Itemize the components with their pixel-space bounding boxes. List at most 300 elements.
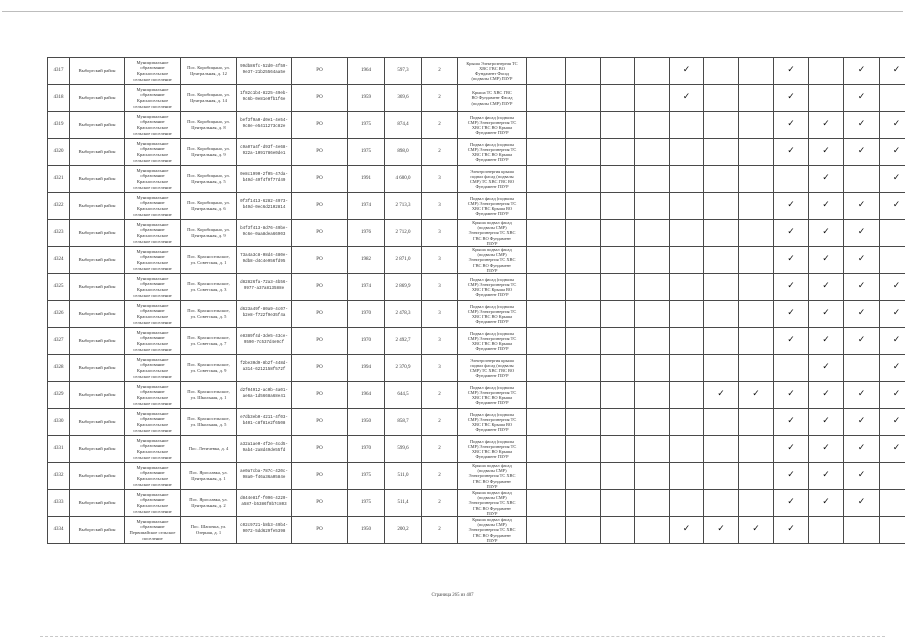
check-mark-cell: ✓	[844, 274, 880, 301]
ownership-type-cell: РО	[292, 112, 348, 139]
empty-check-cell	[527, 166, 566, 193]
empty-check-cell	[635, 193, 670, 220]
check-mark-cell: ✓	[809, 166, 844, 193]
empty-check-cell	[601, 382, 635, 409]
house-id-cell: b4f3f413-8d76-49be- 9c6e-0aa8dea66903	[237, 220, 292, 247]
municipality-cell: Муниципальное образование Красносельское сельское поселение	[125, 328, 181, 355]
empty-check-cell	[635, 463, 670, 490]
check-mark-cell: ✓	[774, 58, 809, 85]
municipality-cell: Муниципальное образование Красносельское сельское поселение	[125, 247, 181, 274]
check-mark-cell: ✓	[880, 139, 905, 166]
floors-cell: 2	[422, 382, 458, 409]
empty-check-cell	[601, 193, 635, 220]
check-mark-cell: ✓	[809, 436, 844, 463]
page-top-rule	[2, 11, 903, 12]
municipality-cell: Муниципальное образование Красносельское сельское поселение	[125, 301, 181, 328]
check-mark-cell: ✓	[809, 355, 844, 382]
area-cell: 2 869,9	[385, 274, 422, 301]
table-row	[48, 112, 905, 139]
build-year-cell: 1975	[348, 139, 385, 166]
empty-check-cell	[739, 166, 774, 193]
build-year-cell: 1974	[348, 274, 385, 301]
empty-check-cell	[670, 112, 704, 139]
empty-check-cell	[704, 112, 739, 139]
district-cell: Выборгский район	[70, 85, 125, 112]
empty-check-cell	[670, 139, 704, 166]
row-number-cell: 4322	[48, 193, 70, 220]
house-id-cell: e8389f4d-3de5-43ce- 9590-7c537d4e9cf	[237, 328, 292, 355]
check-mark-cell: ✓	[774, 220, 809, 247]
municipality-cell: Муниципальное образование Красносельское сельское поселение	[125, 382, 181, 409]
empty-check-cell	[704, 220, 739, 247]
house-id-cell: 0e8c1990-2f05-47da- b49d-49f4f9f77d49	[237, 166, 292, 193]
empty-check-cell	[527, 517, 566, 544]
check-mark-cell: ✓	[880, 355, 905, 382]
house-id-cell: ae0a7cba-787c-420c- 98a0-f46a36a0584e	[237, 463, 292, 490]
empty-check-cell	[566, 463, 601, 490]
empty-check-cell	[704, 139, 739, 166]
table-row	[48, 301, 905, 328]
check-mark-cell: ✓	[774, 193, 809, 220]
district-cell: Выборгский район	[70, 517, 125, 544]
work-types-cell: Крыша ТС ХВС ГВС ВО Фундамент Фасад (подвалы СМР) ПЗУР	[458, 85, 527, 112]
check-mark-cell: ✓	[774, 274, 809, 301]
house-id-cell: bef3f9a0-d0e1-4e54- 9c8e-e5411273c82e	[237, 112, 292, 139]
house-id-cell: f2be30d9-8b2f-448d- a314-6212158f572f	[237, 355, 292, 382]
empty-check-cell	[527, 247, 566, 274]
address-cell: Пос. Ярославка, ул. Центральная, д. 1	[181, 463, 237, 490]
table-row	[48, 247, 905, 274]
empty-check-cell	[601, 355, 635, 382]
house-id-cell: e7db3eb0-4211-4f03- b401-c8f81e2f6508	[237, 409, 292, 436]
empty-check-cell	[670, 193, 704, 220]
ownership-type-cell: РО	[292, 58, 348, 85]
row-number-cell: 4324	[48, 247, 70, 274]
floors-cell: 2	[422, 436, 458, 463]
empty-check-cell	[635, 490, 670, 517]
empty-check-cell	[527, 112, 566, 139]
address-cell: Пос. Красносельское, ул. Школьная, д. 1	[181, 382, 237, 409]
empty-check-cell	[670, 355, 704, 382]
floors-cell: 2	[422, 85, 458, 112]
empty-check-cell	[635, 85, 670, 112]
district-cell: Выборгский район	[70, 112, 125, 139]
empty-check-cell	[601, 139, 635, 166]
row-number-cell: 4326	[48, 301, 70, 328]
empty-check-cell	[566, 274, 601, 301]
check-mark-cell: ✓	[809, 139, 844, 166]
floors-cell: 2	[422, 463, 458, 490]
check-mark-cell: ✓	[704, 517, 739, 544]
floors-cell: 3	[422, 301, 458, 328]
empty-check-cell	[601, 247, 635, 274]
district-cell: Выборгский район	[70, 382, 125, 409]
district-cell: Выборгский район	[70, 436, 125, 463]
district-cell: Выборгский район	[70, 490, 125, 517]
address-cell: Пос. Коробицыно, ул. Центральная, д. 12	[181, 58, 237, 85]
empty-check-cell	[566, 328, 601, 355]
empty-check-cell	[601, 58, 635, 85]
check-mark-cell: ✓	[844, 58, 880, 85]
check-mark-cell: ✓	[670, 517, 704, 544]
check-mark-cell: ✓	[739, 382, 774, 409]
empty-check-cell	[774, 166, 809, 193]
row-number-cell: 4334	[48, 517, 70, 544]
empty-check-cell	[809, 517, 844, 544]
empty-check-cell	[880, 220, 905, 247]
empty-check-cell	[809, 85, 844, 112]
build-year-cell: 1991	[348, 166, 385, 193]
build-year-cell: 1982	[348, 247, 385, 274]
work-types-cell: Крыша подвал фасад (подвалы СМР) Электроэнергия ТС ХВС ГВС ВО Фундамент ПЗУР	[458, 517, 527, 544]
row-number-cell: 4321	[48, 166, 70, 193]
ownership-type-cell: РО	[292, 463, 348, 490]
work-types-cell: Подвал фасад (подвалы СМР) Электроэнергия ТС ХВС ГВС ВО Крыша Фундамент ПЗУР	[458, 436, 527, 463]
row-number-cell: 4329	[48, 382, 70, 409]
check-mark-cell: ✓	[774, 517, 809, 544]
empty-check-cell	[844, 517, 880, 544]
district-cell: Выборгский район	[70, 328, 125, 355]
area-cell: 599,6	[385, 436, 422, 463]
empty-check-cell	[704, 193, 739, 220]
municipality-cell: Муниципальное образование Красносельское сельское поселение	[125, 112, 181, 139]
empty-check-cell	[739, 490, 774, 517]
house-id-cell: 0f3f1413-6282-4973- b49d-0ec6d2102814	[237, 193, 292, 220]
empty-check-cell	[704, 355, 739, 382]
empty-check-cell	[880, 85, 905, 112]
area-cell: 2 871,0	[385, 247, 422, 274]
row-number-cell: 4323	[48, 220, 70, 247]
table-row	[48, 85, 905, 112]
build-year-cell: 1976	[348, 220, 385, 247]
empty-check-cell	[566, 139, 601, 166]
municipality-cell: Муниципальное образование Красносельское сельское поселение	[125, 58, 181, 85]
district-cell: Выборгский район	[70, 220, 125, 247]
address-cell: Пос. Красносельское, ул. Школьная, д. 5	[181, 409, 237, 436]
check-mark-cell: ✓	[844, 490, 880, 517]
table-row	[48, 490, 905, 517]
table-row	[48, 328, 905, 355]
empty-check-cell	[880, 490, 905, 517]
empty-check-cell	[670, 274, 704, 301]
check-mark-cell: ✓	[809, 247, 844, 274]
house-id-cell: a32a1ae0-4f2e-4cd5- 9ab4-2a8d49de55fd	[237, 436, 292, 463]
empty-check-cell	[670, 220, 704, 247]
check-mark-cell: ✓	[704, 382, 739, 409]
row-number-cell: 4317	[48, 58, 70, 85]
empty-check-cell	[566, 490, 601, 517]
ownership-type-cell: РО	[292, 328, 348, 355]
district-cell: Выборгский район	[70, 247, 125, 274]
empty-check-cell	[601, 490, 635, 517]
floors-cell: 3	[422, 274, 458, 301]
empty-check-cell	[739, 220, 774, 247]
table-row	[48, 382, 905, 409]
table-body	[48, 58, 905, 544]
empty-check-cell	[635, 58, 670, 85]
check-mark-cell: ✓	[739, 517, 774, 544]
district-cell: Выборгский район	[70, 355, 125, 382]
municipality-cell: Муниципальное образование Красносельское сельское поселение	[125, 490, 181, 517]
check-mark-cell: ✓	[774, 490, 809, 517]
empty-check-cell	[601, 328, 635, 355]
check-mark-cell: ✓	[774, 382, 809, 409]
empty-check-cell	[635, 436, 670, 463]
check-mark-cell: ✓	[774, 436, 809, 463]
address-cell: Пос. Коробицыно, ул. Центральная, д. 14	[181, 85, 237, 112]
check-mark-cell: ✓	[809, 463, 844, 490]
ownership-type-cell: РО	[292, 166, 348, 193]
empty-check-cell	[739, 301, 774, 328]
empty-check-cell	[739, 409, 774, 436]
table-row	[48, 463, 905, 490]
check-mark-cell: ✓	[880, 58, 905, 85]
house-id-cell: c9a07a4f-d93f-4e68- 922a-1091786e0de1	[237, 139, 292, 166]
work-types-cell: Подвал фасад (подвалы СМР) Электроэнергия ТС ХВС ГВС ВО Крыша Фундамент ПЗУР	[458, 328, 527, 355]
area-cell: 2 713,3	[385, 193, 422, 220]
address-cell: Пос. Коробицыно, ул. Центральная, д. 9	[181, 139, 237, 166]
build-year-cell: 1970	[348, 328, 385, 355]
empty-check-cell	[527, 220, 566, 247]
house-id-cell: d2f04912-ac0b-4a01- ae6a-1d5668a68e41	[237, 382, 292, 409]
empty-check-cell	[566, 220, 601, 247]
empty-check-cell	[704, 58, 739, 85]
work-types-cell: Подвал фасад (подвалы СМР) Электроэнергия ТС ХВС ГВС Крыша ВО Фундамент ПЗУР	[458, 274, 527, 301]
empty-check-cell	[670, 247, 704, 274]
ownership-type-cell: РО	[292, 247, 348, 274]
check-mark-cell: ✓	[844, 193, 880, 220]
empty-check-cell	[739, 463, 774, 490]
empty-check-cell	[527, 193, 566, 220]
ownership-type-cell: РО	[292, 382, 348, 409]
empty-check-cell	[635, 409, 670, 436]
district-cell: Выборгский район	[70, 463, 125, 490]
empty-check-cell	[566, 112, 601, 139]
empty-check-cell	[527, 85, 566, 112]
check-mark-cell: ✓	[844, 112, 880, 139]
area-cell: 511,4	[385, 490, 422, 517]
empty-check-cell	[844, 166, 880, 193]
floors-cell: 3	[422, 355, 458, 382]
check-mark-cell: ✓	[880, 382, 905, 409]
check-mark-cell: ✓	[844, 85, 880, 112]
area-cell: 2 370,9	[385, 355, 422, 382]
empty-check-cell	[527, 328, 566, 355]
empty-check-cell	[566, 166, 601, 193]
district-cell: Выборгский район	[70, 301, 125, 328]
check-mark-cell: ✓	[774, 409, 809, 436]
check-mark-cell: ✓	[880, 112, 905, 139]
row-number-cell: 4333	[48, 490, 70, 517]
empty-check-cell	[670, 463, 704, 490]
row-number-cell: 4327	[48, 328, 70, 355]
area-cell: 898,0	[385, 139, 422, 166]
check-mark-cell: ✓	[809, 112, 844, 139]
check-mark-cell: ✓	[774, 463, 809, 490]
ownership-type-cell: РО	[292, 85, 348, 112]
empty-check-cell	[739, 436, 774, 463]
empty-check-cell	[566, 85, 601, 112]
table-row	[48, 436, 905, 463]
empty-check-cell	[739, 274, 774, 301]
check-mark-cell: ✓	[844, 463, 880, 490]
empty-check-cell	[704, 490, 739, 517]
municipality-cell: Муниципальное образование Красносельское сельское поселение	[125, 409, 181, 436]
row-number-cell: 4328	[48, 355, 70, 382]
ownership-type-cell: РО	[292, 274, 348, 301]
check-mark-cell: ✓	[670, 85, 704, 112]
build-year-cell: 1950	[348, 409, 385, 436]
empty-check-cell	[566, 436, 601, 463]
check-mark-cell: ✓	[844, 139, 880, 166]
empty-check-cell	[774, 355, 809, 382]
check-mark-cell: ✓	[809, 409, 844, 436]
district-cell: Выборгский район	[70, 193, 125, 220]
empty-check-cell	[527, 301, 566, 328]
work-types-cell: Подвал фасад (подвалы СМР) Электроэнергия ТС ХВС ГВС ВО Крыша Фундамент ПЗУР	[458, 139, 527, 166]
empty-check-cell	[704, 301, 739, 328]
district-cell: Выборгский район	[70, 409, 125, 436]
empty-check-cell	[635, 328, 670, 355]
housing-register-table	[47, 57, 905, 544]
address-cell: Пос. Коробицыно, ул. Центральная, д. 5	[181, 166, 237, 193]
row-number-cell: 4331	[48, 436, 70, 463]
check-mark-cell: ✓	[809, 490, 844, 517]
empty-check-cell	[670, 166, 704, 193]
empty-check-cell	[635, 220, 670, 247]
check-mark-cell: ✓	[844, 436, 880, 463]
address-cell: Пос. Красносельское, ул. Советская, д. 9	[181, 355, 237, 382]
build-year-cell: 1975	[348, 463, 385, 490]
house-id-cell: 99db86fc-52d0-4f59- 9e37-21b25564aa5e	[237, 58, 292, 85]
check-mark-cell: ✓	[774, 328, 809, 355]
area-cell: 2 712,0	[385, 220, 422, 247]
district-cell: Выборгский район	[70, 166, 125, 193]
area-cell: 4 600,0	[385, 166, 422, 193]
empty-check-cell	[704, 85, 739, 112]
work-types-cell: Электроэнергия крыша подвал фасад (подвалы СМР) ТС ХВС ГВС ВО Фундамент ПЗУР	[458, 166, 527, 193]
ownership-type-cell: РО	[292, 139, 348, 166]
empty-check-cell	[635, 355, 670, 382]
check-mark-cell: ✓	[844, 247, 880, 274]
empty-check-cell	[670, 328, 704, 355]
address-cell: Пос. Ярославка, ул. Центральная, д. 2	[181, 490, 237, 517]
floors-cell: 2	[422, 490, 458, 517]
empty-check-cell	[601, 517, 635, 544]
empty-check-cell	[704, 463, 739, 490]
house-id-cell: 1f82c1b4-8225-49eb- 9c6b-0e81e0fb1f6e	[237, 85, 292, 112]
work-types-cell: Крыша подвал фасад (подвалы СМР) Электроэнергия ТС ХВС ГВС ВО Фундамент ПЗУР	[458, 247, 527, 274]
table-row	[48, 193, 905, 220]
address-cell: Пос. Красносельское, ул. Советская, д. 3	[181, 274, 237, 301]
ownership-type-cell: РО	[292, 193, 348, 220]
empty-check-cell	[670, 490, 704, 517]
table-row	[48, 409, 905, 436]
empty-check-cell	[527, 490, 566, 517]
check-mark-cell: ✓	[844, 382, 880, 409]
address-cell: Пос. Красносельское, ул. Советская, д. 5	[181, 301, 237, 328]
house-id-cell: d82826fa-72a3-4b56- 9977-a37a813588e	[237, 274, 292, 301]
municipality-cell: Муниципальное образование Красносельское сельское поселение	[125, 436, 181, 463]
area-cell: 858,7	[385, 409, 422, 436]
empty-check-cell	[566, 58, 601, 85]
floors-cell: 2	[422, 112, 458, 139]
empty-check-cell	[880, 463, 905, 490]
check-mark-cell: ✓	[880, 193, 905, 220]
table-row	[48, 355, 905, 382]
row-number-cell: 4320	[48, 139, 70, 166]
table-row	[48, 58, 905, 85]
build-year-cell: 1964	[348, 382, 385, 409]
check-mark-cell: ✓	[774, 139, 809, 166]
empty-check-cell	[527, 274, 566, 301]
empty-check-cell	[527, 139, 566, 166]
floors-cell: 3	[422, 166, 458, 193]
municipality-cell: Муниципальное образование Красносельское сельское поселение	[125, 85, 181, 112]
check-mark-cell: ✓	[774, 112, 809, 139]
ownership-type-cell: РО	[292, 355, 348, 382]
empty-check-cell	[566, 409, 601, 436]
empty-check-cell	[704, 247, 739, 274]
empty-check-cell	[635, 166, 670, 193]
empty-check-cell	[739, 58, 774, 85]
municipality-cell: Муниципальное образование Первомайское сельское поселение	[125, 517, 181, 544]
check-mark-cell: ✓	[880, 409, 905, 436]
empty-check-cell	[739, 328, 774, 355]
floors-cell: 2	[422, 517, 458, 544]
check-mark-cell: ✓	[809, 382, 844, 409]
work-types-cell: Электроэнергия крыша подвал фасад (подвалы СМР) ТС ХВС ГВС ВО Фундамент ПЗУР	[458, 355, 527, 382]
floors-cell: 2	[422, 58, 458, 85]
work-types-cell: Крыша подвал фасад (подвалы СМР) Электроэнергия ТС ХВС ГВС ВО Фундамент ПЗУР	[458, 220, 527, 247]
check-mark-cell: ✓	[844, 220, 880, 247]
empty-check-cell	[704, 328, 739, 355]
table-row	[48, 517, 905, 544]
build-year-cell: 1970	[348, 301, 385, 328]
check-mark-cell: ✓	[880, 274, 905, 301]
address-cell: Пос. Коробицыно, ул. Центральная, д. 6	[181, 193, 237, 220]
row-number-cell: 4332	[48, 463, 70, 490]
work-types-cell: Подвал фасад (подвалы СМР) Электроэнергия ТС ХВС ГВС Крыша ВО Фундамент ПЗУР	[458, 193, 527, 220]
table-row	[48, 139, 905, 166]
municipality-cell: Муниципальное образование Красносельское сельское поселение	[125, 193, 181, 220]
check-mark-cell: ✓	[809, 301, 844, 328]
empty-check-cell	[635, 112, 670, 139]
check-mark-cell: ✓	[774, 85, 809, 112]
work-types-cell: Подвал фасад (подвалы СМР) Электроэнергия ТС ХВС ГВС ВО Крыша Фундамент ПЗУР	[458, 382, 527, 409]
empty-check-cell	[670, 301, 704, 328]
house-id-cell: d623a49f-80a9-4c07- b2e8-f722f9e35f4a	[237, 301, 292, 328]
empty-check-cell	[527, 409, 566, 436]
work-types-cell: Крыша подвал фасад (подвалы СМР) Электроэнергия ТС ХВС ГВС ВО Фундамент ПЗУР	[458, 490, 527, 517]
build-year-cell: 1959	[348, 85, 385, 112]
address-cell: Пос. Коробицыно, ул. Центральная, д. 8	[181, 112, 237, 139]
municipality-cell: Муниципальное образование Красносельское сельское поселение	[125, 139, 181, 166]
check-mark-cell: ✓	[844, 301, 880, 328]
empty-check-cell	[566, 517, 601, 544]
empty-check-cell	[704, 436, 739, 463]
area-cell: 511,0	[385, 463, 422, 490]
ownership-type-cell: РО	[292, 409, 348, 436]
table-row	[48, 220, 905, 247]
check-mark-cell: ✓	[844, 409, 880, 436]
area-cell: 200,2	[385, 517, 422, 544]
page-bottom-rule	[40, 636, 885, 637]
build-year-cell: 1994	[348, 355, 385, 382]
check-mark-cell: ✓	[880, 301, 905, 328]
check-mark-cell: ✓	[809, 193, 844, 220]
empty-check-cell	[739, 85, 774, 112]
